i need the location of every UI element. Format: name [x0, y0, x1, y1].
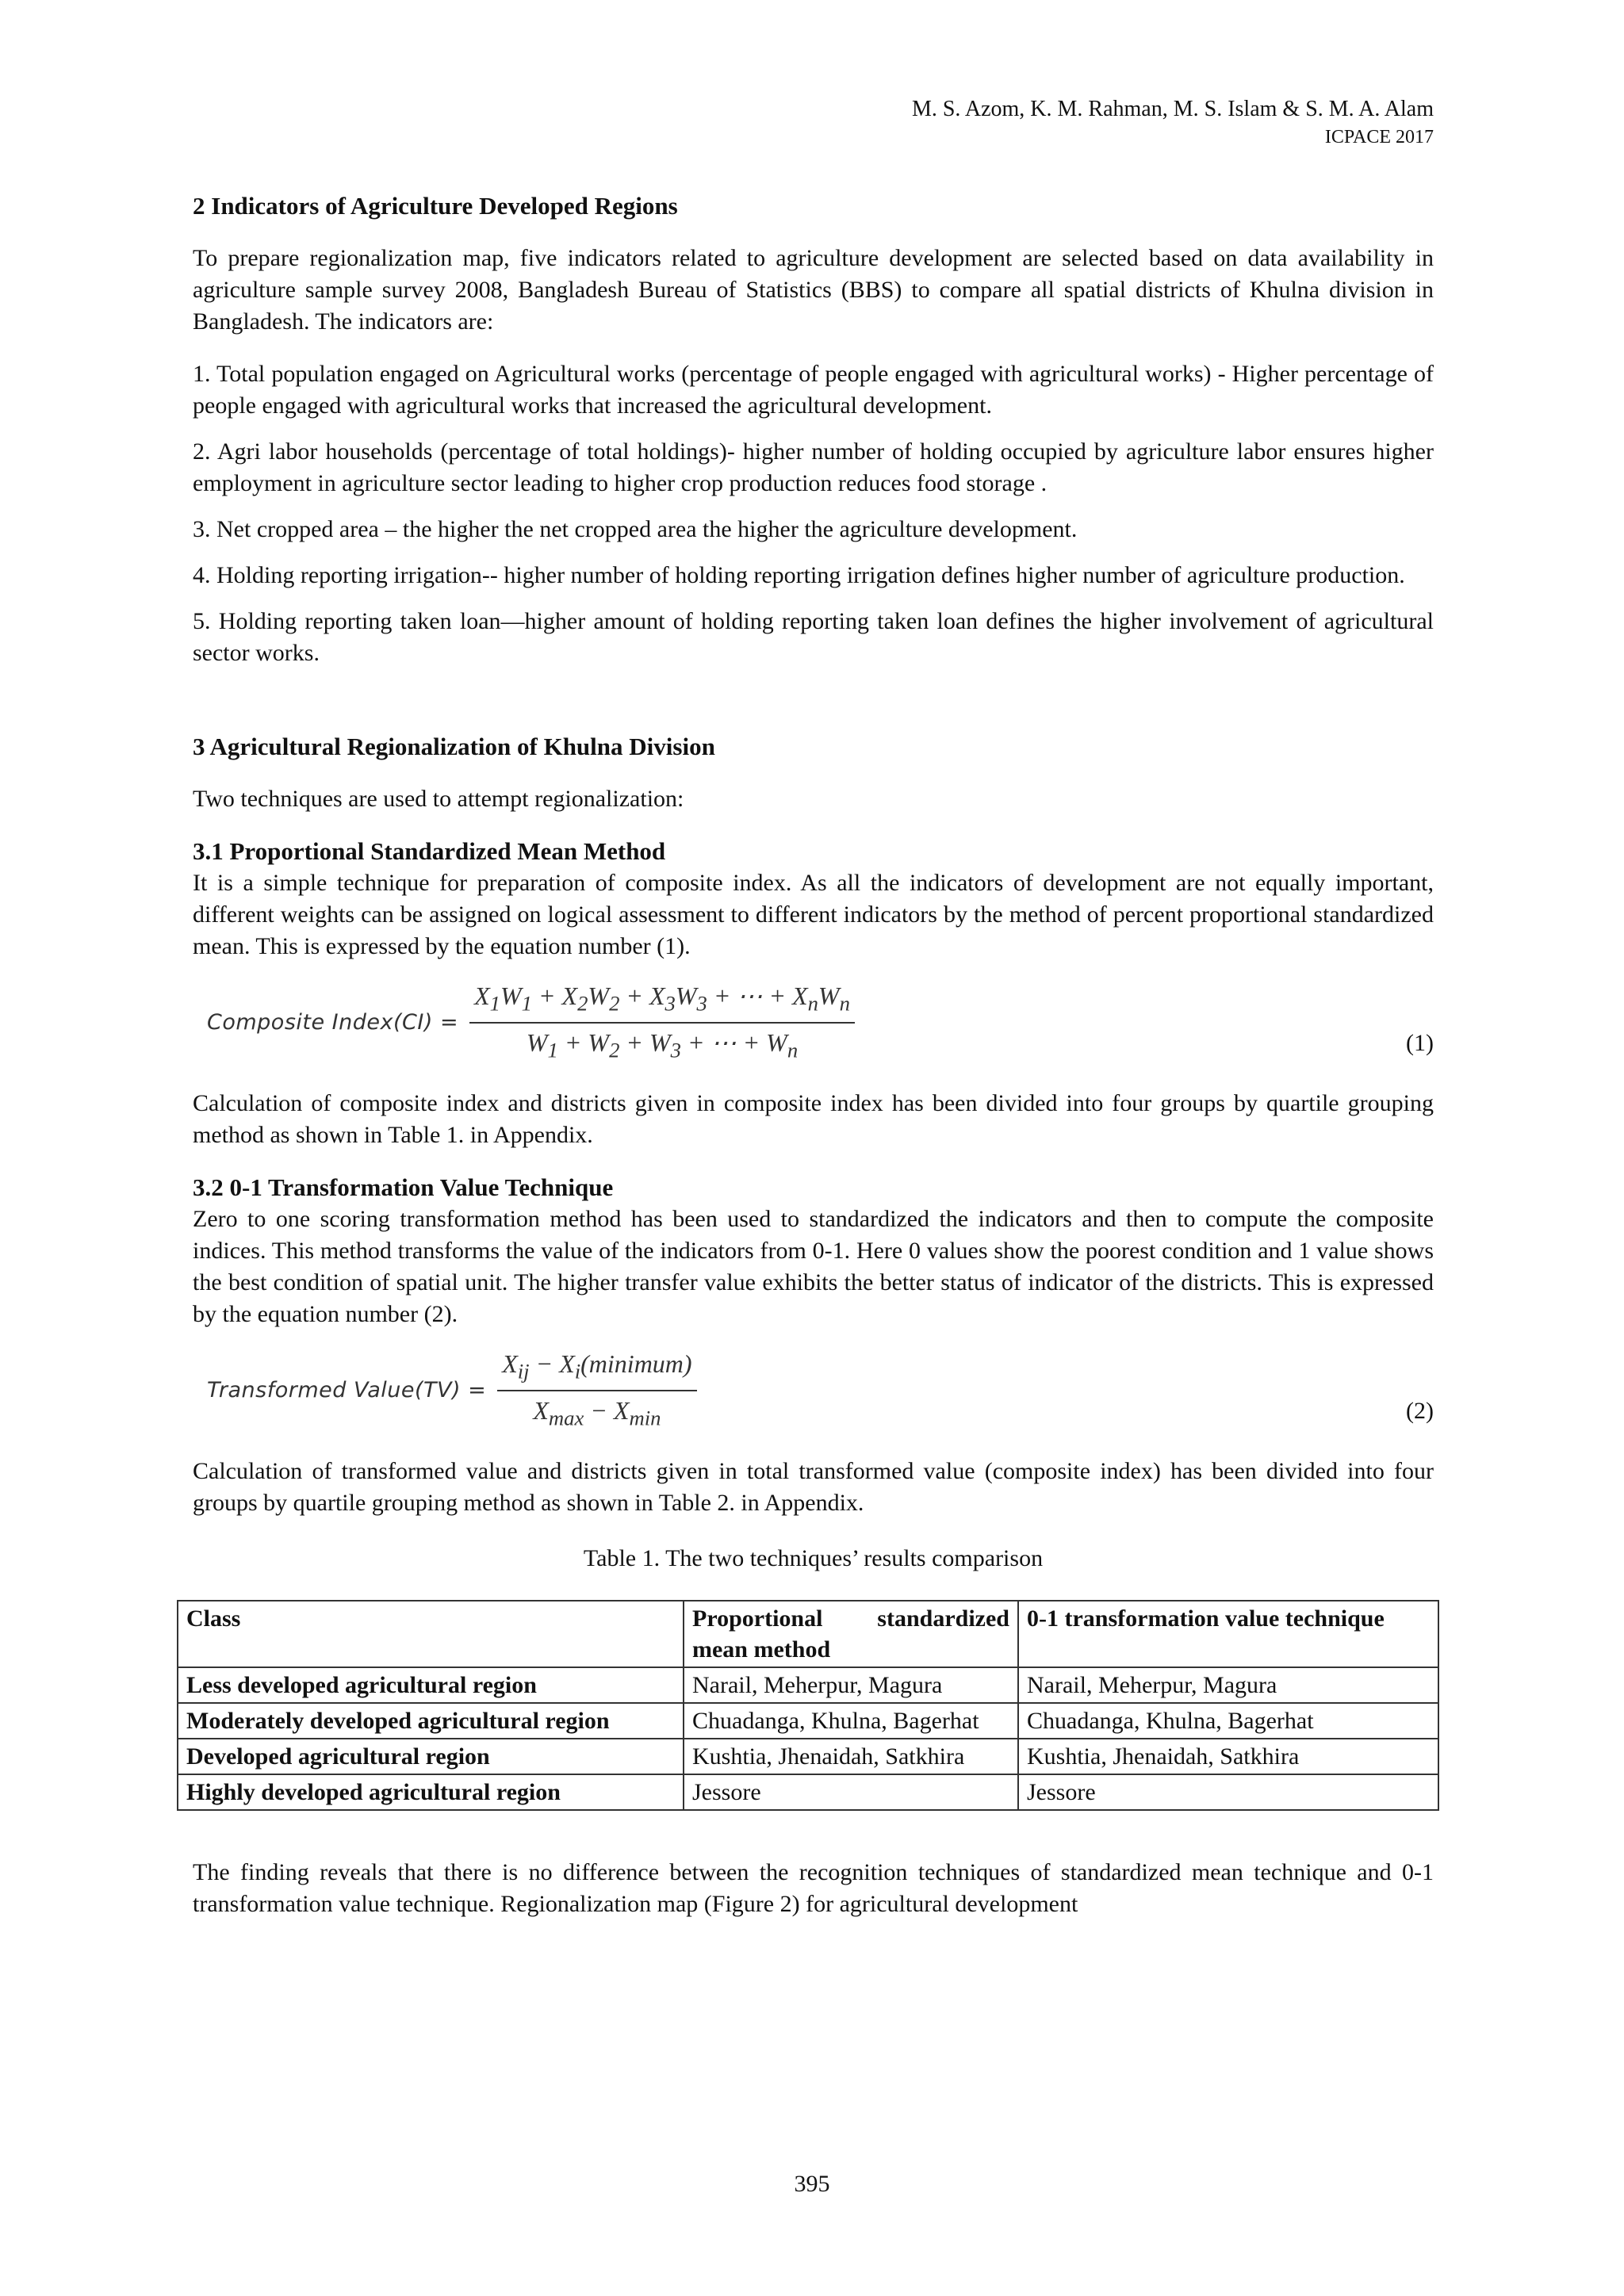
- subsection-3-2-text: Zero to one scoring transformation method has been used to standardized the indicators and then to compute the composite indices. This method transforms the value of the indicators from 0-1. Here 0 values show the poorest condition and 1 value shows the best condition of spatial unit. The higher transfer value exhibits the better status of indicator of the districts. This is expressed by the equation number (2).: [193, 1206, 1434, 1327]
- table-cell-class: Moderately developed agricultural region: [178, 1703, 684, 1739]
- table-cell-method-2: Jessore: [1018, 1774, 1438, 1810]
- table-row: [178, 1739, 1438, 1774]
- page-number: 395: [794, 2171, 830, 2197]
- indicator-item-1: 1. Total population engaged on Agricultural works (percentage of people engaged with agricultural works) - Higher percentage of people engaged with agricultural works that increased the agricultural development.: [193, 361, 1434, 419]
- equation-2-number: (2): [1406, 1398, 1434, 1424]
- section-3-heading: 3 Agricultural Regionalization of Khulna Division: [193, 733, 715, 760]
- table-cell-method-2: Chuadanga, Khulna, Bagerhat: [1018, 1703, 1438, 1739]
- table-header-method-2: 0-1 transformation value technique: [1018, 1601, 1438, 1667]
- equation-1-number: (1): [1406, 1030, 1434, 1056]
- table-row: [178, 1774, 1438, 1810]
- indicator-item-2: 2. Agri labor households (percentage of total holdings)- higher number of holding occupied by agriculture labor ensures higher employment in agriculture sector leading to higher crop production reduces food storage .: [193, 438, 1434, 496]
- body-content: [186, 190, 1434, 1920]
- table-cell-method-1: Chuadanga, Khulna, Bagerhat: [684, 1703, 1018, 1739]
- table-header-method-1: Proportional standardized mean method: [684, 1601, 1018, 1667]
- table-cell-class: Less developed agricultural region: [178, 1667, 684, 1703]
- results-comparison-table: [177, 1600, 1439, 1811]
- table-row: [178, 1667, 1438, 1703]
- indicator-item-5: 5. Holding reporting taken loan—higher amount of holding reporting taken loan defines the higher involvement of agricultural sector works.: [193, 608, 1434, 666]
- subsection-3-1-text: It is a simple technique for preparation of composite index. As all the indicators of development are not equally important, different weights can be assigned on logical assessment to different indicators by the method of percent proportional standardized mean. This is expressed by the equation number (1).: [193, 870, 1434, 959]
- table-1-caption: Table 1. The two techniques’ results comparison: [583, 1545, 1044, 1571]
- equation-1: [193, 980, 1434, 1062]
- section-3-intro: Two techniques are used to attempt regionalization:: [193, 786, 684, 812]
- section-2-heading: 2 Indicators of Agriculture Developed Regions: [193, 192, 678, 220]
- equation-2: [193, 1348, 1434, 1430]
- table-cell-method-1: Kushtia, Jhenaidah, Satkhira: [684, 1739, 1018, 1774]
- equation-2-lhs: Transformed Value(TV) =: [207, 1378, 487, 1403]
- table-header-row: [178, 1601, 1438, 1667]
- indicator-item-4: 4. Holding reporting irrigation-- higher number of holding reporting irrigation defines higher number of agriculture production.: [193, 562, 1405, 588]
- equation-1-fraction: $\frac{X_1W_1 + X_2W_2 + X_3W_3 + \cdots + X_nW_n}{W_1 + W_2 + W_3 + \cdots + W_n}$: [469, 980, 855, 1066]
- table-cell-method-2: Narail, Meherpur, Magura: [1018, 1667, 1438, 1703]
- subsection-3-1-heading: 3.1 Proportional Standardized Mean Method: [193, 837, 666, 865]
- table-cell-method-1: Jessore: [684, 1774, 1018, 1810]
- table-cell-method-1: Narail, Meherpur, Magura: [684, 1667, 1018, 1703]
- section-2-intro: To prepare regionalization map, five indicators related to agriculture development are selected based on data availability in agriculture sample survey 2008, Bangladesh Bureau of Statistics (BBS) to compare all spatial districts of Khulna division in Bangladesh. The indicators are:: [193, 245, 1434, 335]
- table-cell-class: Developed agricultural region: [178, 1739, 684, 1774]
- subsection-3-2-heading: 3.2 0-1 Transformation Value Technique: [193, 1173, 614, 1201]
- header-venue: ICPACE 2017: [1324, 127, 1434, 147]
- equation-1-lhs: Composite Index(CI) =: [207, 1010, 459, 1035]
- closing-paragraph: The finding reveals that there is no difference between the recognition techniques of standardized mean technique and 0-1 transformation value technique. Regionalization map (Figure 2) for agricultural development: [193, 1859, 1434, 1917]
- subsection-3-2-after: Calculation of transformed value and districts given in total transformed value (composite index) has been divided into four groups by quartile grouping method as shown in Table 2. in Appendix.: [193, 1458, 1434, 1516]
- table-row: [178, 1703, 1438, 1739]
- header-authors: M. S. Azom, K. M. Rahman, M. S. Islam & S. M. A. Alam: [911, 97, 1434, 121]
- subsection-3-1-after: Calculation of composite index and districts given in composite index has been divided into four groups by quartile grouping method as shown in Table 1. in Appendix.: [193, 1090, 1434, 1148]
- equation-2-fraction: $\frac{X_{ij} - X_i(minimum)}{X_{max} - X_{min}}$: [497, 1348, 696, 1434]
- table-cell-method-2: Kushtia, Jhenaidah, Satkhira: [1018, 1739, 1438, 1774]
- table-cell-class: Highly developed agricultural region: [178, 1774, 684, 1810]
- indicator-item-3: 3. Net cropped area – the higher the net cropped area the higher the agriculture development.: [193, 516, 1078, 542]
- running-header: [912, 95, 1434, 151]
- table-header-class: Class: [178, 1601, 684, 1667]
